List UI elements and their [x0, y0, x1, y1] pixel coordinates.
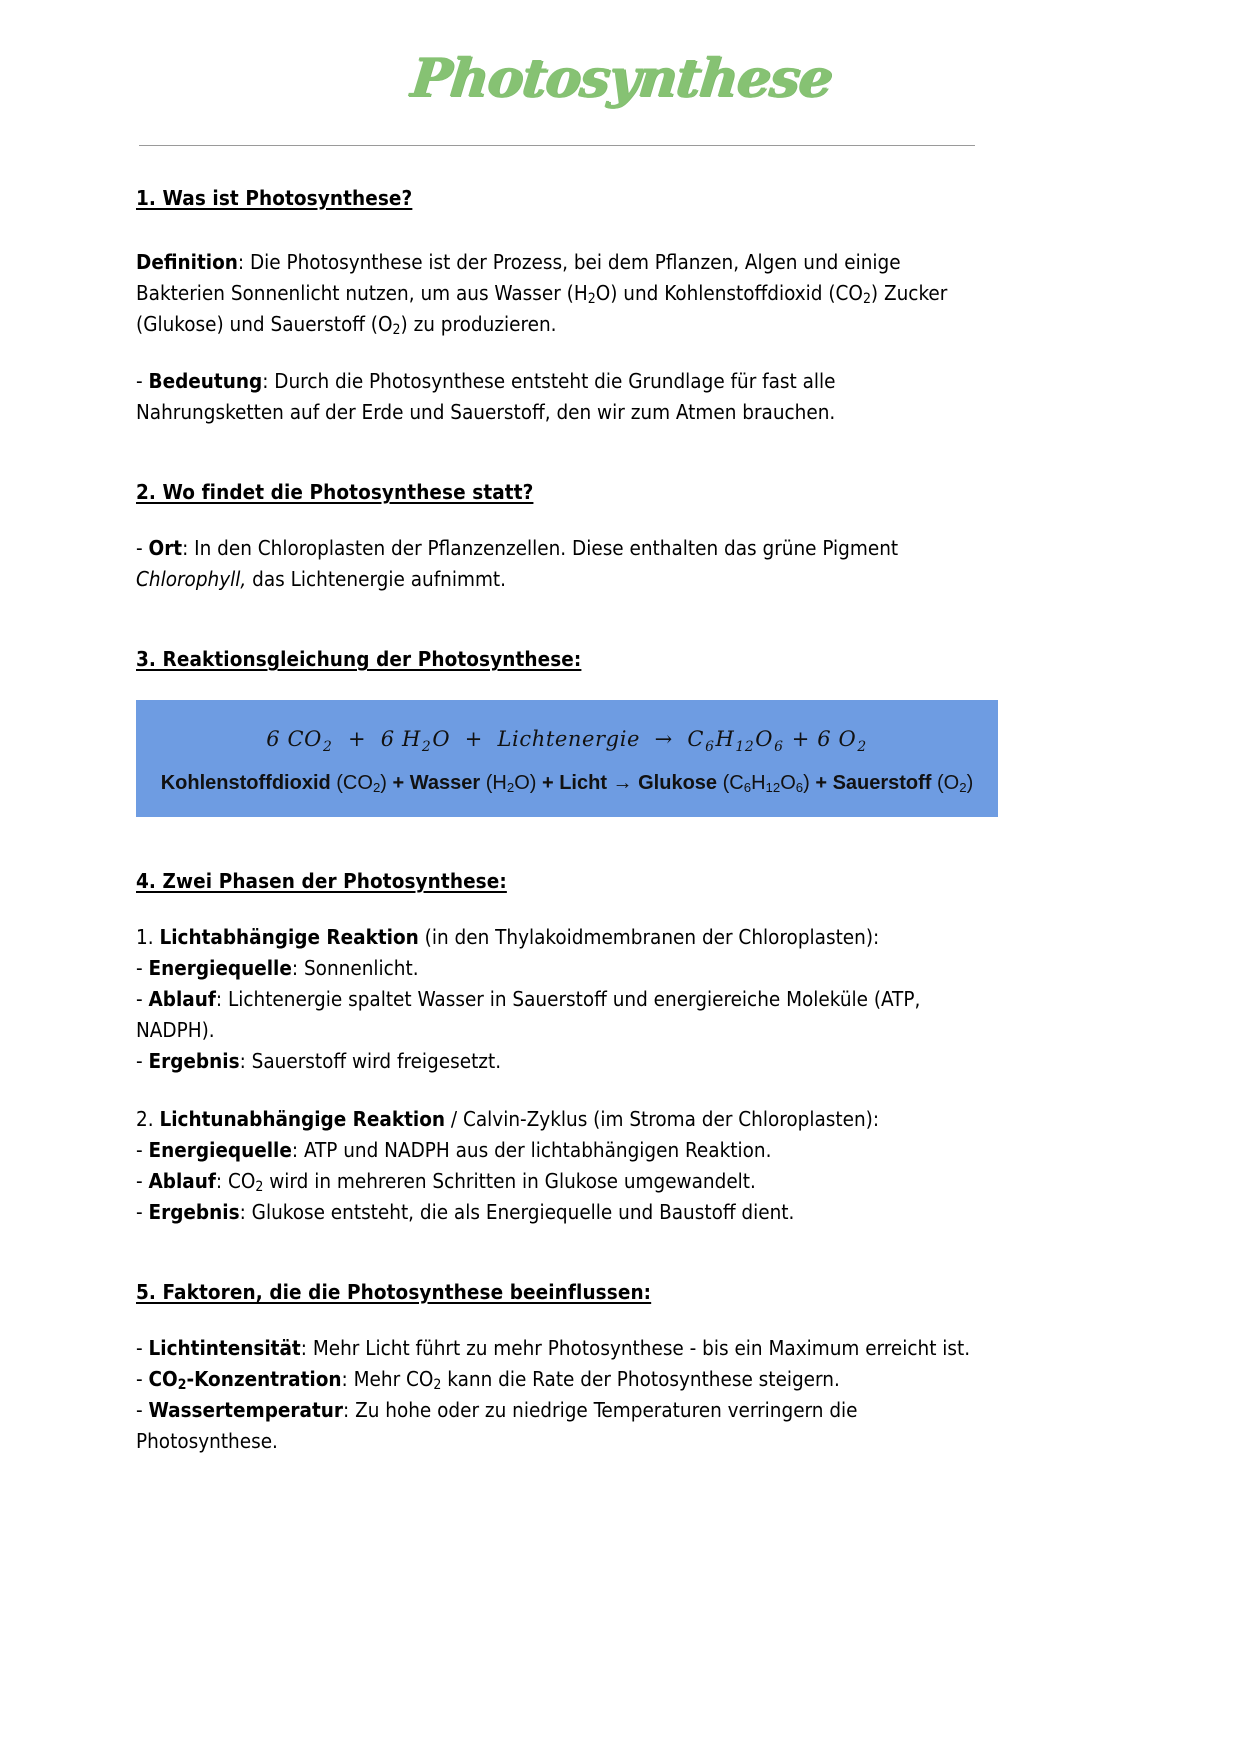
eqw-glu-o: O	[780, 772, 796, 795]
list-item	[136, 1395, 981, 1457]
section-heading-1: 1. Was ist Photosynthese?	[136, 186, 413, 210]
equation-highlight-box	[136, 700, 998, 817]
bullet-text: : ATP und NADPH aus der lichtabhängigen Reaktion.	[291, 1137, 772, 1162]
eqw-kohlenstoffdioxid: Kohlenstoffdioxid	[160, 772, 331, 795]
eqw-glu-sub1: 6	[743, 779, 752, 795]
section-heading-5: 5. Faktoren, die die Photosynthese beeinflussen:	[136, 1280, 652, 1305]
chlorophyll-italic: Chlorophyll,	[136, 567, 247, 592]
eq-h-sub: 2	[421, 738, 432, 755]
definition-label: Definition	[136, 249, 238, 274]
bullet-dash: -	[136, 1168, 149, 1193]
eqw-glu-sub2: 12	[765, 779, 781, 795]
eqw-co2-sub: 2	[372, 779, 381, 795]
bullet-dash: -	[136, 987, 149, 1012]
factor-text-pre: : Mehr CO	[341, 1367, 434, 1391]
h2o-sub-1: 2	[587, 290, 596, 307]
factor-label-co2-pre: CO	[148, 1367, 178, 1391]
section-heading-2: 2. Wo findet die Photosynthese statt?	[136, 480, 534, 505]
ort-text-2: das Lichtenergie aufnimmt.	[246, 567, 507, 592]
bedeutung-text: : Durch die Photosynthese entsteht die Grundlage für fast alle Nahrungsketten auf der Erde und Sauerstoff, den wir zum Atmen brauchen.	[136, 369, 836, 425]
page-title: Photosynthese	[407, 47, 835, 109]
eqw-co2-open: (CO	[330, 772, 373, 795]
bullet-label-energiequelle: Energiequelle	[148, 955, 292, 980]
bullet-text: : Sonnenlicht.	[291, 955, 419, 980]
bullet-text-post: wird in mehreren Schritten in Glukose umgewandelt.	[263, 1168, 756, 1193]
bullet-text-pre: : CO	[215, 1168, 256, 1193]
definition-text-4: ) zu produzieren.	[400, 312, 557, 336]
factor-text-post: kann die Rate der Photosynthese steigern.	[441, 1367, 840, 1391]
eqw-glu-open: (C	[717, 772, 744, 795]
bullet-label-ergebnis: Ergebnis	[148, 1049, 240, 1074]
bullet-dash: -	[136, 1200, 149, 1224]
eqw-h2o-open: (H	[480, 772, 507, 795]
eq-arrow-icon: →	[654, 727, 673, 752]
eq-h: H	[401, 727, 421, 752]
eqw-o2-close: )	[966, 772, 974, 795]
co2-sub-1: 2	[862, 290, 871, 307]
phase-1-number: 1.	[136, 924, 160, 949]
eqw-o2-open: (O	[931, 772, 960, 795]
eqw-glu-h: H	[751, 772, 766, 795]
eqw-co2-close: )	[380, 772, 393, 795]
eq-c: C	[687, 727, 705, 752]
bedeutung-dash: -	[136, 369, 149, 394]
phase-2-title	[136, 1104, 981, 1135]
eqw-glu-close: )	[803, 772, 816, 795]
reaction-equation-words	[136, 770, 998, 797]
list-item	[136, 953, 981, 984]
eqw-glu-sub3: 6	[795, 779, 804, 795]
list-item	[136, 1135, 981, 1166]
bedeutung-paragraph	[136, 366, 981, 428]
eq-coef-3: 6	[817, 727, 839, 752]
eqw-plus-2: +	[541, 772, 560, 795]
bullet-label-ablauf: Ablauf	[148, 1168, 216, 1193]
phase-1-label: Lichtabhängige Reaktion	[159, 924, 419, 949]
list-item	[136, 984, 981, 1046]
o2-sub-1: 2	[392, 322, 401, 339]
bullet-dash: -	[136, 1335, 149, 1360]
eq-o: O	[432, 727, 451, 752]
factor-text: : Zu hohe oder zu niedrige Temperaturen verringern die Photosynthese.	[136, 1398, 858, 1454]
document-body	[136, 184, 981, 1457]
eqw-h2o-close: O)	[514, 772, 542, 795]
eqw-h2o-sub: 2	[506, 779, 515, 795]
section-heading-3: 3. Reaktionsgleichung der Photosynthese:	[136, 647, 582, 672]
eq-o3: O	[838, 727, 857, 752]
eq-o2: O	[755, 727, 774, 752]
factor-label-co2-post: -Konzentration	[186, 1367, 342, 1391]
eq-co2-sub: 2	[322, 738, 333, 755]
bullet-text: : Glukose entsteht, die als Energiequelle und Baustoff dient.	[239, 1200, 795, 1224]
list-item	[136, 1364, 981, 1395]
phase-2-number: 2.	[136, 1106, 160, 1131]
eq-c-sub: 6	[705, 738, 715, 755]
bullet-dash: -	[136, 955, 149, 980]
definition-paragraph	[136, 247, 981, 340]
eq-o2-sub: 6	[774, 738, 784, 755]
eq-h2-sub: 12	[735, 738, 755, 755]
reaction-equation-math	[136, 718, 998, 770]
bullet-text: : Lichtenergie spaltet Wasser in Sauerstoff und energiereiche Moleküle (ATP, NADPH).	[136, 987, 921, 1043]
eq-h2: H	[715, 727, 735, 752]
factor-label-lichtintensitaet: Lichtintensität	[148, 1335, 301, 1360]
factor-label-co2-sub: 2	[177, 1377, 187, 1394]
bullet-dash: -	[136, 1398, 149, 1423]
eq-coef-2: 6	[380, 727, 402, 752]
phase-1-rest: (in den Thylakoidmembranen der Chloroplasten):	[418, 924, 880, 949]
list-item	[136, 1197, 981, 1228]
ort-dash: -	[136, 536, 149, 561]
bullet-dash: -	[136, 1367, 149, 1391]
eq-co2: CO	[287, 727, 322, 752]
bullet-dash: -	[136, 1137, 149, 1162]
bullet-label-ablauf: Ablauf	[148, 987, 216, 1012]
title-container	[0, 0, 1242, 124]
ort-paragraph	[136, 533, 981, 595]
eqw-wasser: Wasser	[409, 772, 481, 795]
bullet-label-ergebnis: Ergebnis	[148, 1200, 240, 1224]
bullet-label-energiequelle: Energiequelle	[148, 1137, 292, 1162]
eqw-glukose: Glukose	[638, 772, 718, 795]
header-divider	[139, 145, 975, 146]
definition-text-3: ) Zucker (Glukose) und Sauerstoff (O	[136, 280, 948, 336]
phase-2-rest: / Calvin-Zyklus (im Stroma der Chloroplasten):	[445, 1106, 880, 1131]
factor-text: : Mehr Licht führt zu mehr Photosynthese - bis ein Maximum erreicht ist.	[300, 1335, 971, 1360]
ort-text-1: : In den Chloroplasten der Pflanzenzellen. Diese enthalten das grüne Pigment	[182, 536, 899, 561]
list-item	[136, 1046, 981, 1077]
phase-1-title	[136, 922, 981, 953]
eqw-plus-1: +	[392, 772, 410, 795]
list-item	[136, 1333, 981, 1364]
eqw-sauerstoff: Sauerstoff	[832, 772, 932, 795]
eq-lichtenergie: Lichtenergie	[497, 727, 641, 752]
eq-plus-2: +	[464, 727, 483, 752]
eqw-o2-sub: 2	[959, 779, 967, 795]
eq-coef-1: 6	[266, 727, 288, 752]
factor-text-sub: 2	[433, 1377, 442, 1394]
eq-o3-sub: 2	[857, 738, 867, 755]
bullet-text: : Sauerstoff wird freigesetzt.	[239, 1049, 502, 1074]
eqw-plus-3: +	[815, 772, 833, 795]
definition-text-1: : Die Photosynthese ist der Prozess, bei dem Pflanzen, Algen und einige Bakterien Sonnenlicht nutzen, um aus Wasser (H	[136, 249, 901, 305]
eq-plus-3: +	[791, 727, 810, 752]
definition-text-2: O) und Kohlenstoffdioxid (CO	[595, 280, 863, 305]
eq-plus-1: +	[347, 727, 367, 752]
section-heading-4: 4. Zwei Phasen der Photosynthese:	[136, 869, 507, 894]
bullet-dash: -	[136, 1049, 149, 1074]
factor-label-wassertemperatur: Wassertemperatur	[148, 1398, 344, 1423]
phase-2-label: Lichtunabhängige Reaktion	[159, 1106, 446, 1131]
ort-label: Ort	[148, 536, 183, 561]
eqw-licht: Licht	[559, 772, 607, 795]
eqw-arrow-icon: →	[607, 772, 639, 795]
co2-sub: 2	[255, 1178, 264, 1195]
bedeutung-label: Bedeutung	[148, 369, 263, 394]
list-item	[136, 1166, 981, 1197]
